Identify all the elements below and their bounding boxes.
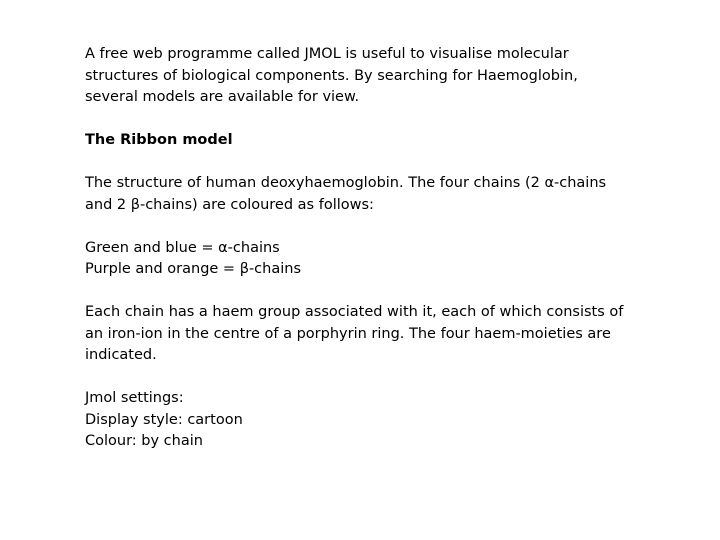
- intro-paragraph: [85, 44, 645, 109]
- text-line: Display style: cartoon: [85, 411, 243, 428]
- haem-paragraph: [85, 302, 645, 367]
- text-line: A free web programme called JMOL is useful to visualise molecular: [85, 46, 569, 62]
- colour-key-paragraph: [85, 238, 645, 281]
- text-line: and 2 β-chains) are coloured as follows:: [85, 196, 374, 213]
- text-line: The structure of human deoxyhaemoglobin. The four chains (2 α-chains: [85, 175, 607, 191]
- text-line: Purple and orange = β-chains: [85, 261, 301, 277]
- structure-paragraph: [85, 173, 645, 216]
- text-line: Colour: by chain: [85, 433, 203, 449]
- text-line: Each chain has a haem group associated with it, each of which consists of: [85, 304, 624, 320]
- text-line: indicated.: [85, 347, 157, 363]
- text-line: Jmol settings:: [85, 390, 184, 406]
- document-page: [85, 44, 645, 474]
- section-heading: The Ribbon model: [85, 132, 233, 148]
- text-line: Green and blue = α-chains: [85, 239, 280, 256]
- text-line: structures of biological components. By searching for Haemoglobin,: [85, 67, 578, 84]
- settings-paragraph: [85, 388, 645, 453]
- text-line: an iron-ion in the centre of a porphyrin ring. The four haem-moieties are: [85, 325, 611, 342]
- text-line: several models are available for view.: [85, 89, 360, 105]
